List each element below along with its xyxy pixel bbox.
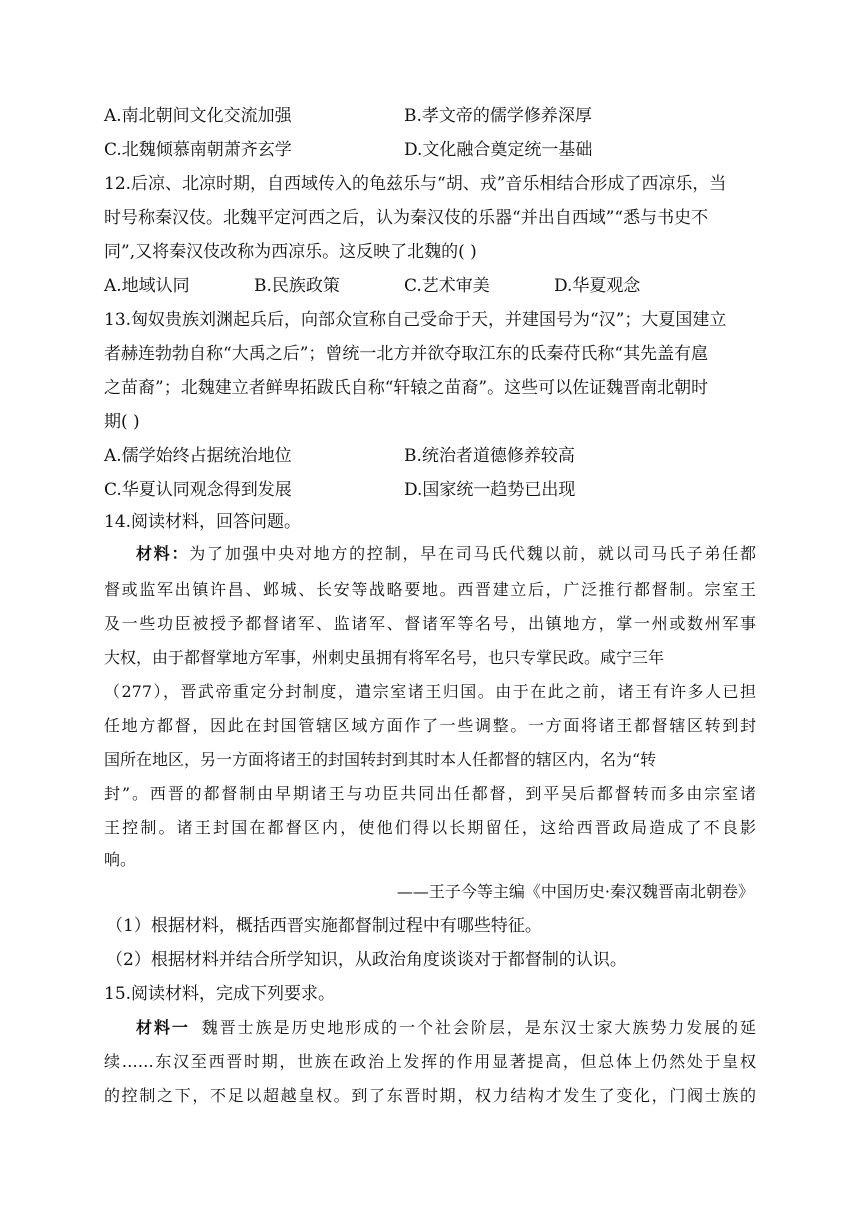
q13-option-b: B.统治者道德修养较高	[404, 446, 575, 466]
q12-option-c: C.艺术审美	[404, 276, 490, 296]
q14-material-line: 及一些功臣被授予都督诸军、监诸军、督诸军等名号，出镇地方，掌一州或数州军事	[104, 614, 756, 633]
q14-material-line: 王控制。诸王封国在都督区内，使他们得以长期留任，这给西晋政局造成了不良影	[104, 818, 756, 837]
q12-option-a: A.地域认同	[104, 276, 190, 296]
q11-option-b: B.孝文帝的儒学修养深厚	[404, 106, 592, 126]
q11-option-d: D.文化融合奠定统一基础	[404, 140, 593, 160]
q14-material-line: 大权，由于都督掌地方军事，州刺史虽拥有将军名号，也只专掌民政。咸宁三年	[104, 648, 665, 667]
q14-material-line: （277），晋武帝重定分封制度，遣宗室诸王归国。由于在此之前，诸王有许多人已担	[104, 682, 756, 701]
q14-material-line: 任地方都督，因此在封国管辖区域方面作了一些调整。一方面将诸王都督辖区转到封	[104, 716, 756, 735]
q15-material-line: 的控制之下，不足以超越皇权。到了东晋时期，权力结构才发生了变化，门阀士族的	[104, 1086, 756, 1105]
q12-option-b: B.民族政策	[254, 276, 340, 296]
q14-sub-question-1: （1）根据材料，概括西晋实施都督制过程中有哪些特征。	[106, 916, 542, 936]
q13-stem-line: 之苗裔”；北魏建立者鲜卑拓跋氏自称“轩辕之苗裔”。这些可以佐证魏晋南北朝时	[104, 378, 709, 398]
q15-stem: 15.阅读材料，完成下列要求。	[104, 984, 336, 1004]
q14-source-citation: ——王子今等主编《中国历史·秦汉魏晋南北朝卷》	[396, 882, 754, 901]
q14-material-line	[136, 542, 756, 566]
q11-option-a: A.南北朝间文化交流加强	[104, 106, 292, 126]
q14-sub-question-2: （2）根据材料并结合所学知识，从政治角度谈谈对于都督制的认识。	[106, 950, 627, 970]
q14-material-line: 国所在地区，另一方面将诸王的封国转封到其时本人任都督的辖区内，名为“转	[104, 750, 657, 769]
q15-material-text: 魏晋士族是历史地形成的一个社会阶层，是东汉士家大族势力发展的延	[199, 1018, 756, 1037]
q13-stem-line: 13.匈奴贵族刘渊起兵后，向部众宣称自己受命于天，并建国号为“汉”；大夏国建立	[104, 310, 727, 330]
q14-material-line: 响。	[104, 850, 137, 869]
q12-stem-line: 时号称秦汉伎。北魏平定河西之后，认为秦汉伎的乐器“并出自西域”“悉与书史不	[104, 208, 709, 228]
q12-stem-line: 12.后凉、北凉时期，自西域传入的龟兹乐与“胡、戎”音乐相结合形成了西凉乐，当	[104, 174, 727, 194]
q13-stem-line: 者赫连勃勃自称“大禹之后”；曾统一北方并欲夺取江东的氐秦苻氏称“其先盖有扈	[104, 344, 709, 364]
q15-material-line	[136, 1016, 756, 1040]
q13-option-a: A.儒学始终占据统治地位	[104, 446, 292, 466]
q12-option-d: D.华夏观念	[554, 276, 641, 296]
q14-material-label: 材料：	[136, 544, 190, 563]
q13-stem-line: 期( )	[104, 412, 140, 432]
q15-material-line: 续……东汉至西晋时期，世族在政治上发挥的作用显著提高，但总体上仍然处于皇权	[104, 1052, 756, 1071]
q14-material-line: 封”。西晋的都督制由早期诸王与功臣共同出任都督，到平吴后都督转而多由宗室诸	[104, 784, 756, 803]
q12-stem-line: 同”,又将秦汉伎改称为西凉乐。这反映了北魏的( )	[104, 242, 477, 262]
q13-option-d: D.国家统一趋势已出现	[404, 480, 576, 500]
q11-option-c: C.北魏倾慕南朝萧齐玄学	[104, 140, 292, 160]
q13-option-c: C.华夏认同观念得到发展	[104, 480, 292, 500]
q14-material-text: 为了加强中央对地方的控制，早在司马氏代魏以前，就以司马氏子弟任都	[189, 544, 756, 563]
q14-material-line: 督或监军出镇许昌、邺城、长安等战略要地。西晋建立后，广泛推行都督制。宗室王	[104, 580, 756, 599]
q15-material-label: 材料一	[136, 1018, 190, 1037]
q14-stem: 14.阅读材料，回答问题。	[104, 512, 302, 532]
